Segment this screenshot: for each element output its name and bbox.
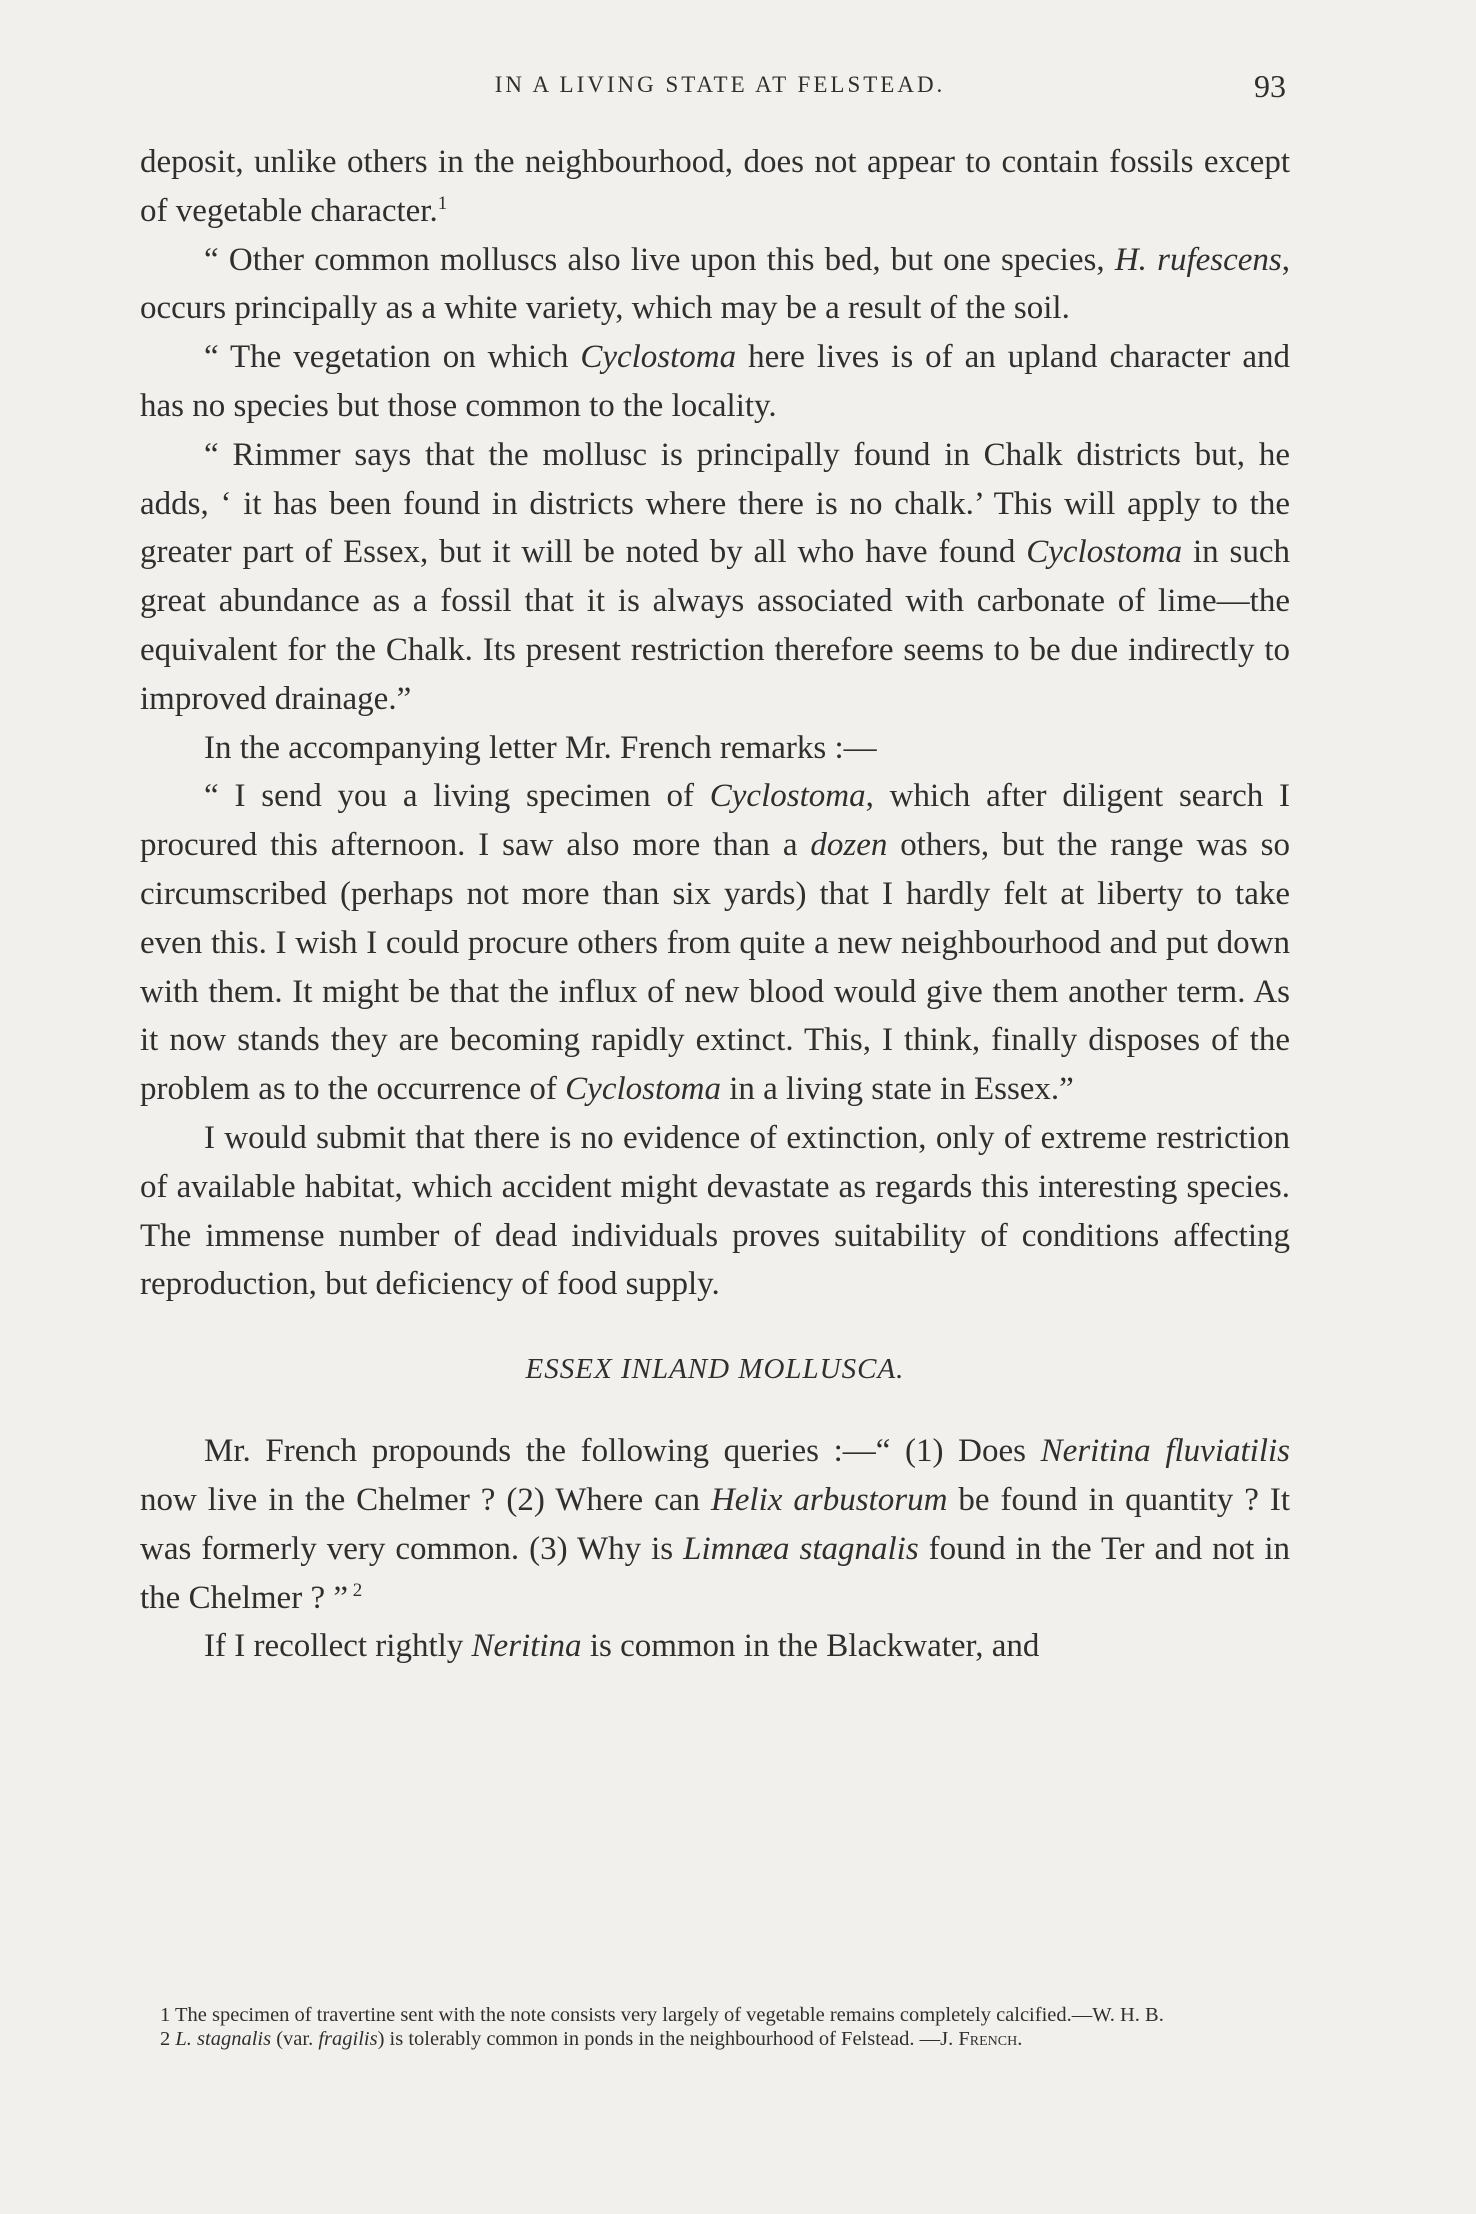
text-run: If I recollect rightly [204,1628,472,1665]
text-run: deposit, unlike others in the neighbourhood, does not appear to contain fossils except of vegetable character. [140,144,1290,229]
italic-text: Neritina [471,1628,582,1665]
italic-text: H. rufescens [1114,241,1282,278]
text-run: “ The vegetation on which [204,339,581,376]
paragraph [140,333,1290,431]
footnotes [140,2004,1290,2052]
italic-text: Cyclostoma [580,339,737,376]
text-run: now live in the Chelmer ? (2) Where can [140,1481,711,1518]
text-run: Mr. French propounds the following queries :—“ (1) Does [204,1433,1041,1470]
footnote [140,2028,1290,2051]
text-run: , occurs principally as a white variety, which may be a result of the soil. [140,241,1290,327]
running-head [140,64,1300,124]
text-run: in a living state in Essex.” [720,1071,1074,1108]
text-run: 1 The specimen of travertine sent with the note consists very largely of vegetable remains completely calcified.—W. H. B. [160,2004,1164,2026]
text-run: I would submit that there is no evidence of extinction, only of extreme restriction of available habitat, which accident might devastate as regards this interesting species. The immense number of dead individuals proves suitability of conditions affecting reproduction, but deficiency of food supply. [140,1119,1290,1303]
text-run: others, but the range was so circumscribed (perhaps not more than six yards) that I hardly felt at liberty to take even this. I wish I could procure others from quite a new neighbourhood and put down with them. It might be that the influx of new blood would give them another term. As it now stands they are becoming rapidly extinct. This, I think, finally disposes of the problem as to the occurrence of [140,827,1290,1108]
italic-text: Helix arbustorum [710,1481,948,1518]
italic-text: Cyclostoma [709,778,866,815]
paragraph [140,1622,1290,1671]
paragraph [140,772,1290,1114]
paragraph [140,724,1290,773]
text-run: , which after diligent search I procured this afternoon. I saw also more than a [140,778,1290,864]
italic-text: Neritina fluviatilis [1040,1433,1290,1470]
italic-text: L. stagnalis [175,2028,272,2050]
text-run: ) is tolerably common in ponds in the neighbourhood of Felstead. —J. [377,2028,959,2050]
text-run: . [1017,2028,1023,2050]
text-run: In the accompanying letter Mr. French remarks :— [204,729,877,766]
italic-text: dozen [810,827,888,864]
paragraph [140,138,1290,236]
footnote [140,2004,1290,2027]
page-number: 93 [1254,68,1286,104]
text-run: French [958,2028,1018,2050]
body-text [140,138,1290,1671]
footnote-ref: 2 [348,1579,363,1601]
text-run: is common in the Blackwater, and [581,1628,1040,1665]
text-run: 2 [160,2028,176,2050]
italic-text: Limnæa stagnalis [683,1530,919,1567]
text-run: “ Other common molluscs also live upon this bed, but one species, [204,241,1115,278]
text-run: here lives is of an upland character and has no species but those common to the locality. [140,339,1291,424]
text-run: “ I send you a living specimen of [204,778,710,815]
text-run: found in the Ter and not in the Chelmer ? ” [140,1530,1290,1616]
italic-text: Cyclostoma [1026,534,1183,571]
text-run: ESSEX INLAND MOLLUSCA. [525,1353,905,1386]
text-run: “ Rimmer says that the mollusc is principally found in Chalk districts but, he adds, ‘ it has been found in districts where there is no chalk.’ This will apply to the greater part of Essex, but it will be noted by all who have found [140,436,1290,571]
text-run: (var. [271,2028,319,2050]
paragraph [140,236,1290,334]
paragraph [140,431,1290,724]
text-run: be found in quantity ? It was formerly very common. (3) Why is [140,1481,1290,1567]
text-run: in such great abundance as a fossil that it is always associated with carbonate of lime—the equivalent for the Chalk. Its present restriction therefore seems to be due indirectly to improved drainage.” [140,534,1290,717]
footnote-ref: 1 [437,192,448,214]
paragraph [140,1427,1290,1622]
paragraph [140,1114,1290,1309]
section-heading [140,1349,1290,1389]
italic-text: Cyclostoma [565,1071,721,1108]
running-title: IN A LIVING STATE AT FELSTEAD. [494,72,946,97]
italic-text: fragilis [318,2028,378,2050]
